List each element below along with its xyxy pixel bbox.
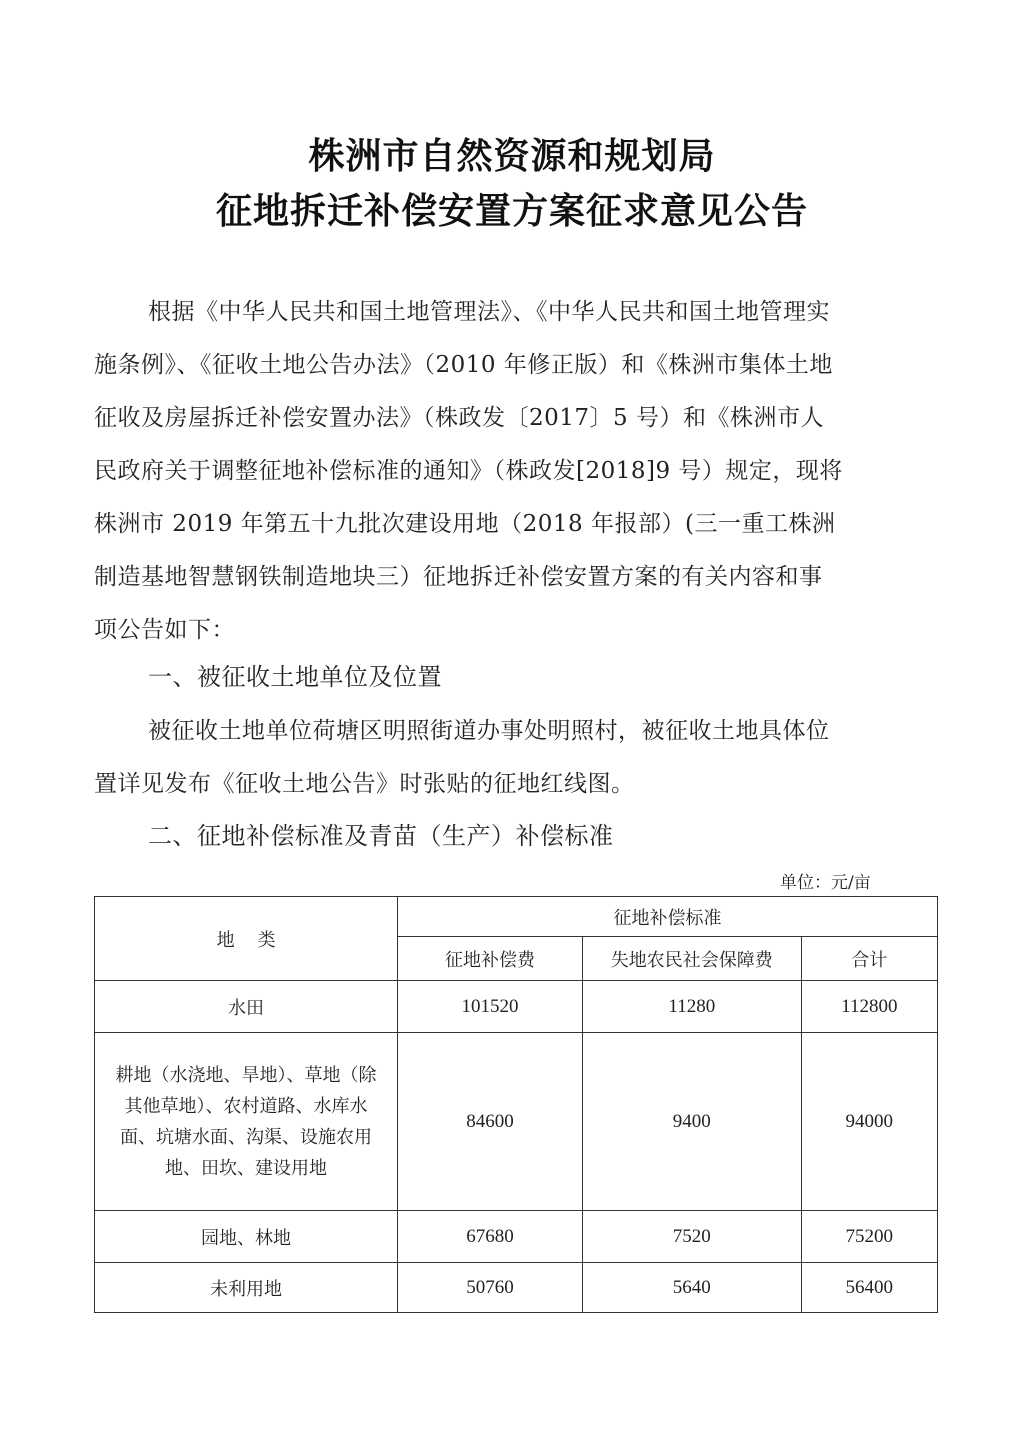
intro-line: 项公告如下： xyxy=(94,617,235,643)
land-type-text: 面、坑塘水面、沟渠、设施农用 xyxy=(120,1126,373,1148)
header-land-type: 地 类 xyxy=(95,897,398,981)
land-type-cell xyxy=(95,981,398,1033)
intro-line: 根据《中华人民共和国土地管理法》、《中华人民共和国土地管理实 xyxy=(148,299,830,325)
comp-cell: 84600 xyxy=(398,1033,583,1211)
social-cell: 9400 xyxy=(583,1033,802,1211)
land-type-text: 园地、林地 xyxy=(201,1227,292,1249)
intro-line: 民政府关于调整征地补偿标准的通知》（株政发[2018]9 号）规定，现将 xyxy=(94,458,843,484)
land-type-cell xyxy=(95,1033,398,1211)
land-type-cell xyxy=(95,1263,398,1313)
title-line-1: 株洲市自然资源和规划局 xyxy=(308,136,716,177)
compensation-table xyxy=(94,896,938,1313)
land-type-cell xyxy=(95,1211,398,1263)
header-col: 失地农民社会保障费 xyxy=(583,937,802,981)
header-col: 合计 xyxy=(801,937,937,981)
title-line-2: 征地拆迁补偿安置方案征求意见公告 xyxy=(215,191,808,232)
intro-line: 制造基地智慧钢铁制造地块三）征地拆迁补偿安置方案的有关内容和事 xyxy=(94,564,823,590)
total-cell: 112800 xyxy=(801,981,937,1033)
unit-label: 单位：元/亩 xyxy=(780,873,871,893)
comp-cell: 50760 xyxy=(398,1263,583,1313)
land-type-text: 耕地（水浇地、旱地）、草地（除 xyxy=(115,1064,377,1086)
section-1-line: 置详见发布《征收土地公告》时张贴的征地红线图。 xyxy=(94,771,635,797)
header-col: 征地补偿费 xyxy=(398,937,583,981)
table-row xyxy=(95,1263,938,1313)
intro-line: 施条例》、《征收土地公告办法》（2010 年修正版）和《株洲市集体土地 xyxy=(94,352,833,378)
total-cell: 75200 xyxy=(801,1211,937,1263)
social-cell: 5640 xyxy=(583,1263,802,1313)
header-group: 征地补偿标准 xyxy=(398,897,938,937)
land-type-text: 其他草地）、农村道路、水库水 xyxy=(124,1095,368,1117)
comp-cell: 67680 xyxy=(398,1211,583,1263)
land-type-text: 地、田坎、建设用地 xyxy=(165,1157,328,1179)
total-cell: 94000 xyxy=(801,1033,937,1211)
total-cell: 56400 xyxy=(801,1263,937,1313)
table-row xyxy=(95,1211,938,1263)
section-1-heading: 一、被征收土地单位及位置 xyxy=(148,663,442,691)
intro-line: 征收及房屋拆迁补偿安置办法》（株政发〔2017〕5 号）和《株洲市人 xyxy=(94,405,824,431)
section-2-heading: 二、征地补偿标准及青苗（生产）补偿标准 xyxy=(148,822,614,850)
comp-cell: 101520 xyxy=(398,981,583,1033)
table-row xyxy=(95,981,938,1033)
land-type-text: 未利用地 xyxy=(210,1278,283,1300)
social-cell: 7520 xyxy=(583,1211,802,1263)
table-row xyxy=(95,1033,938,1211)
social-cell: 11280 xyxy=(583,981,802,1033)
land-type-text: 水田 xyxy=(228,997,265,1019)
section-1-line: 被征收土地单位荷塘区明照街道办事处明照村，被征收土地具体位 xyxy=(148,718,830,744)
intro-line: 株洲市 2019 年第五十九批次建设用地（2018 年报部）(三一重工株洲 xyxy=(94,511,836,537)
